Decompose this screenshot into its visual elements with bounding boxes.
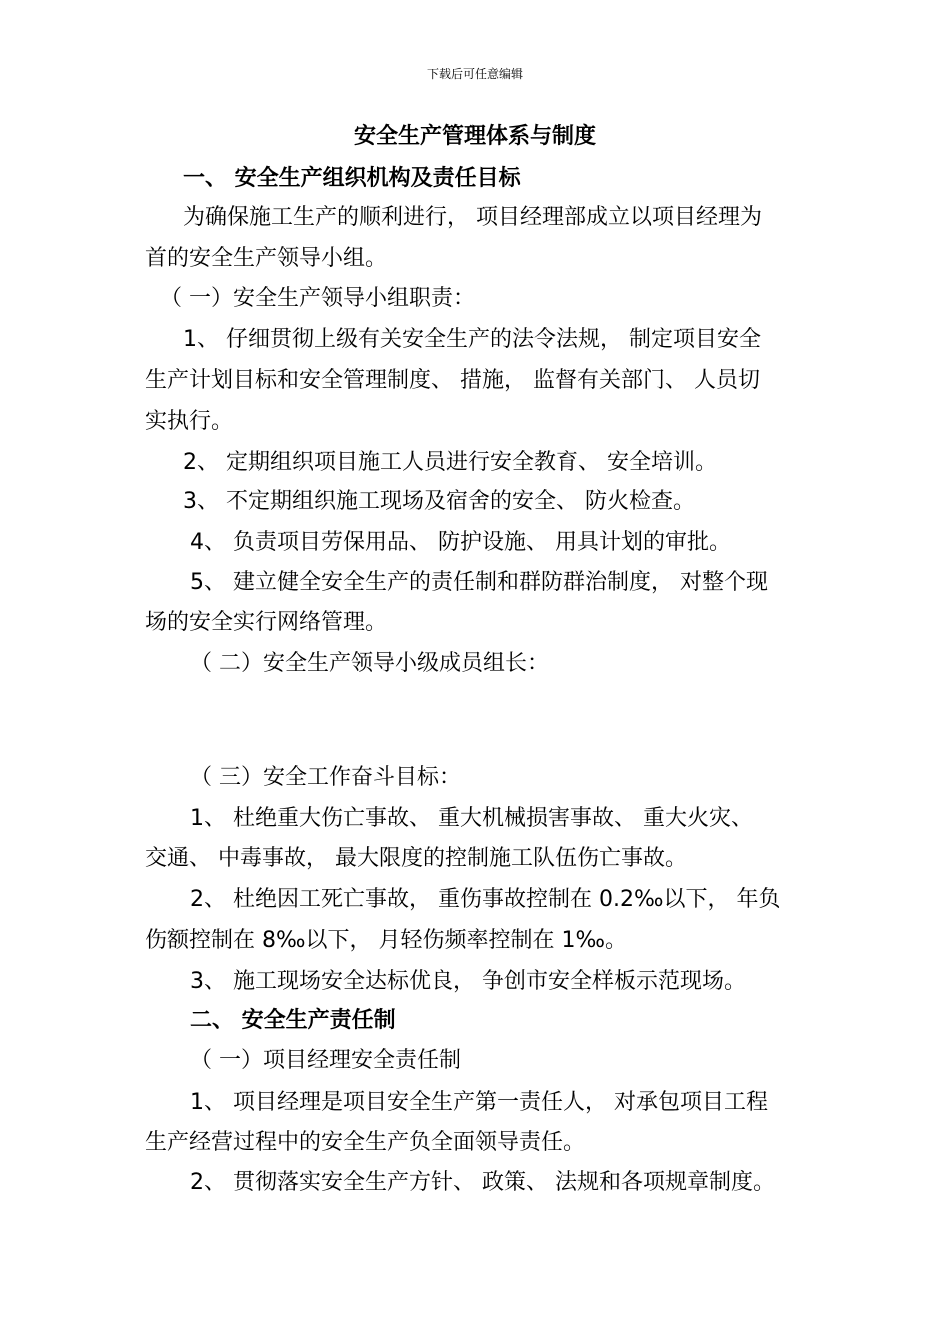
list-item: 1、 杜绝重大伤亡事故、 重大机械损害事故、 重大火灾、: [190, 806, 753, 831]
paragraph-line: 交通、 中毒事故， 最大限度的控制施工队伍伤亡事故。: [145, 846, 687, 871]
list-item: 1、 仔细贯彻上级有关安全生产的法令法规， 制定项目安全: [183, 327, 761, 352]
paragraph-line: 伤额控制在 8‰以下， 月轻伤频率控制在 1‰。: [145, 928, 628, 953]
paragraph-line: 生产经营过程中的安全生产负全面领导责任。: [145, 1130, 586, 1155]
subsection-heading: （ 二）安全生产领导小级成员组长：: [190, 651, 549, 676]
list-item: 2、 定期组织项目施工人员进行安全教育、 安全培训。: [183, 450, 717, 475]
paragraph-line: 实执行。: [145, 409, 234, 434]
paragraph-line: 场的安全实行网络管理。: [145, 610, 388, 635]
section-heading: 二、 安全生产责任制: [190, 1008, 396, 1033]
document-title: 安全生产管理体系与制度: [353, 124, 596, 149]
list-item: 2、 杜绝因工死亡事故， 重伤事故控制在 0.2‰以下， 年负: [190, 887, 781, 912]
section-heading: 一、 安全生产组织机构及责任目标: [183, 166, 521, 191]
subsection-heading: （ 三）安全工作奋斗目标：: [190, 765, 461, 790]
paragraph-line: 生产计划目标和安全管理制度、 措施， 监督有关部门、 人员切: [145, 368, 760, 393]
paragraph-line: 首的安全生产领导小组。: [145, 246, 388, 271]
paragraph-line: 为确保施工生产的顺利进行， 项目经理部成立以项目经理为: [183, 205, 762, 230]
list-item: 3、 不定期组织施工现场及宿舍的安全、 防火检查。: [183, 489, 695, 514]
list-item: 5、 建立健全安全生产的责任制和群防群治制度， 对整个现: [190, 570, 768, 595]
list-item: 3、 施工现场安全达标优良， 争创市安全样板示范现场。: [190, 969, 746, 994]
subsection-heading: （ 一）项目经理安全责任制: [190, 1048, 461, 1073]
list-item: 2、 贯彻落实安全生产方针、 政策、 法规和各项规章制度。: [190, 1170, 775, 1195]
subsection-heading: （ 一）安全生产领导小组职责：: [160, 286, 475, 311]
header-note: 下载后可任意编辑: [426, 67, 523, 81]
list-item: 1、 项目经理是项目安全生产第一责任人， 对承包项目工程: [190, 1090, 768, 1115]
list-item: 4、 负责项目劳保用品、 防护设施、 用具计划的审批。: [190, 530, 731, 555]
